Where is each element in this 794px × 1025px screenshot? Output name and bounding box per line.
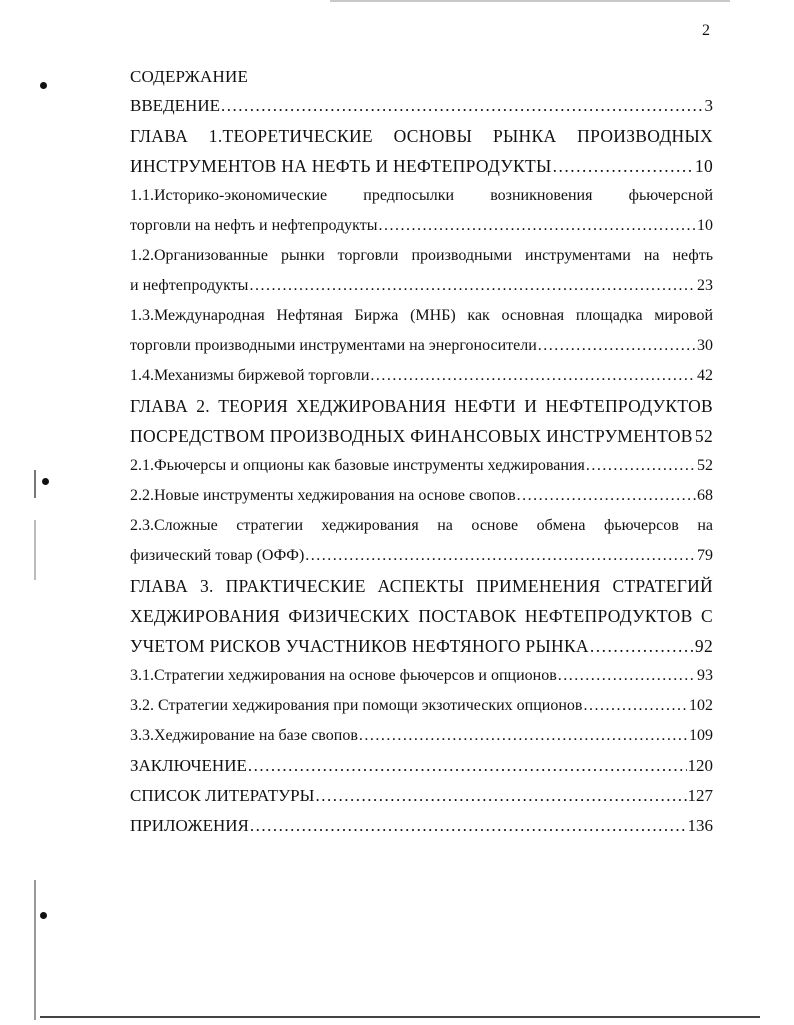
page-number: 2	[702, 22, 710, 39]
toc-page-number: 127	[687, 786, 713, 805]
toc-title: СОДЕРЖАНИЕ	[130, 67, 249, 86]
toc-entry-text: ЗАКЛЮЧЕНИЕ	[130, 756, 247, 775]
toc-entry-text: ПОСРЕДСТВОМ ПРОИЗВОДНЫХ ФИНАНСОВЫХ ИНСТРУМЕНТОВ	[130, 426, 693, 446]
toc-entry-section-2-3	[130, 511, 713, 571]
margin-scan-mark	[34, 470, 36, 498]
toc-entry-line: ГЛАВА 2. ТЕОРИЯ ХЕДЖИРОВАНИЯ НЕФТИ И НЕФТЕПРОДУКТОВ	[130, 396, 713, 416]
toc-entry-text: 3.3.Хеджирование на базе свопов	[130, 727, 358, 744]
leader-dots	[249, 271, 696, 301]
toc-entry-appendices	[130, 811, 713, 841]
leader-dots	[315, 781, 686, 811]
toc-entry-text: торговли на нефть и нефтепродукты	[130, 217, 378, 234]
toc-entry-line: 1.3.Международная Нефтяная Биржа (МНБ) как основная площадка мировой	[130, 307, 713, 324]
toc-page-number: 136	[687, 816, 713, 835]
toc-entry-line: ГЛАВА 1.ТЕОРЕТИЧЕСКИЕ ОСНОВЫ РЫНКА ПРОИЗВОДНЫХ	[130, 126, 713, 146]
toc-entry-text: 2.2.Новые инструменты хеджирования на основе свопов	[130, 487, 516, 504]
leader-dots	[583, 691, 688, 721]
toc-entry-text: 3.1.Стратегии хеджирования на основе фьючерсов и опционов	[130, 667, 557, 684]
leader-dots	[558, 661, 696, 691]
toc-page-number: 120	[687, 756, 713, 775]
toc-entry-section-1-4	[130, 361, 713, 391]
toc-entry-chapter-3	[130, 571, 713, 661]
toc-entry-chapter-1	[130, 121, 713, 181]
toc-entry-text: 2.1.Фьючерсы и опционы как базовые инструменты хеджирования	[130, 457, 585, 474]
toc-entry-introduction	[130, 91, 713, 121]
toc-entry-section-3-1	[130, 661, 713, 691]
toc-page-number: 52	[697, 457, 713, 474]
toc-entry-section-2-1	[130, 451, 713, 481]
leader-dots	[370, 361, 696, 391]
scan-edge-top	[330, 0, 730, 2]
scan-edge-bottom	[40, 1016, 760, 1018]
toc-entry-text: ПРИЛОЖЕНИЯ	[130, 816, 249, 835]
toc-entry-line: 1.1.Историко-экономические предпосылки возникновения фьючерсной	[130, 187, 713, 204]
leader-dots	[359, 721, 688, 751]
leader-dots	[538, 331, 696, 361]
toc-page-number: 52	[694, 426, 713, 446]
leader-dots	[517, 481, 696, 511]
toc-entry-section-3-3	[130, 721, 713, 751]
toc-page-number: 102	[689, 697, 713, 714]
table-of-contents	[130, 62, 713, 841]
toc-entry-section-1-3	[130, 301, 713, 361]
leader-dots	[590, 631, 694, 661]
toc-page-number: 42	[697, 367, 713, 384]
leader-dots	[248, 751, 687, 781]
leader-dots	[586, 451, 696, 481]
toc-page-number: 23	[697, 277, 713, 294]
leader-dots	[221, 91, 704, 121]
toc-entry-text: УЧЕТОМ РИСКОВ УЧАСТНИКОВ НЕФТЯНОГО РЫНКА	[130, 636, 589, 656]
leader-dots	[553, 151, 694, 181]
toc-page-number: 10	[694, 156, 713, 176]
toc-page-number: 92	[694, 636, 713, 656]
toc-entry-text: торговли производными инструментами на энергоносители	[130, 337, 537, 354]
toc-entry-line: ХЕДЖИРОВАНИЯ ФИЗИЧЕСКИХ ПОСТАВОК НЕФТЕПРОДУКТОВ С	[130, 606, 713, 626]
margin-scan-mark	[34, 880, 36, 1020]
toc-entry-section-1-1	[130, 181, 713, 241]
toc-page-number: 109	[689, 727, 713, 744]
toc-page-number: 3	[704, 96, 713, 115]
toc-entry-text: 3.2. Стратегии хеджирования при помощи экзотических опционов	[130, 697, 583, 714]
toc-page-number: 93	[697, 667, 713, 684]
toc-page-number: 79	[697, 547, 713, 564]
toc-entry-section-2-2	[130, 481, 713, 511]
toc-page-number: 30	[697, 337, 713, 354]
punch-hole-dot	[42, 478, 49, 485]
leader-dots	[305, 541, 696, 571]
toc-entry-line: 1.2.Организованные рынки торговли производными инструментами на нефть	[130, 247, 713, 264]
toc-entry-bibliography	[130, 781, 713, 811]
toc-entry-text: СПИСОК ЛИТЕРАТУРЫ	[130, 786, 315, 805]
toc-entry-line: 2.3.Сложные стратегии хеджирования на основе обмена фьючерсов на	[130, 517, 713, 534]
punch-hole-dot	[40, 82, 47, 89]
toc-entry-section-1-2	[130, 241, 713, 301]
toc-page-number: 10	[697, 217, 713, 234]
leader-dots	[250, 811, 687, 841]
toc-page-number: 68	[697, 487, 713, 504]
toc-entry-text: ИНСТРУМЕНТОВ НА НЕФТЬ И НЕФТЕПРОДУКТЫ	[130, 156, 552, 176]
toc-entry-section-3-2	[130, 691, 713, 721]
leader-dots	[378, 211, 696, 241]
toc-entry-text: 1.4.Механизмы биржевой торговли	[130, 367, 370, 384]
punch-hole-dot	[40, 912, 47, 919]
margin-scan-mark	[34, 520, 36, 580]
toc-entry-text: и нефтепродукты	[130, 277, 249, 294]
toc-entry-text: ВВЕДЕНИЕ	[130, 96, 220, 115]
toc-entry-conclusion	[130, 751, 713, 781]
toc-entry-chapter-2	[130, 391, 713, 451]
toc-entry-text: физический товар (ОФФ)	[130, 547, 305, 564]
toc-entry-line: ГЛАВА 3. ПРАКТИЧЕСКИЕ АСПЕКТЫ ПРИМЕНЕНИЯ СТРАТЕГИЙ	[130, 576, 713, 596]
